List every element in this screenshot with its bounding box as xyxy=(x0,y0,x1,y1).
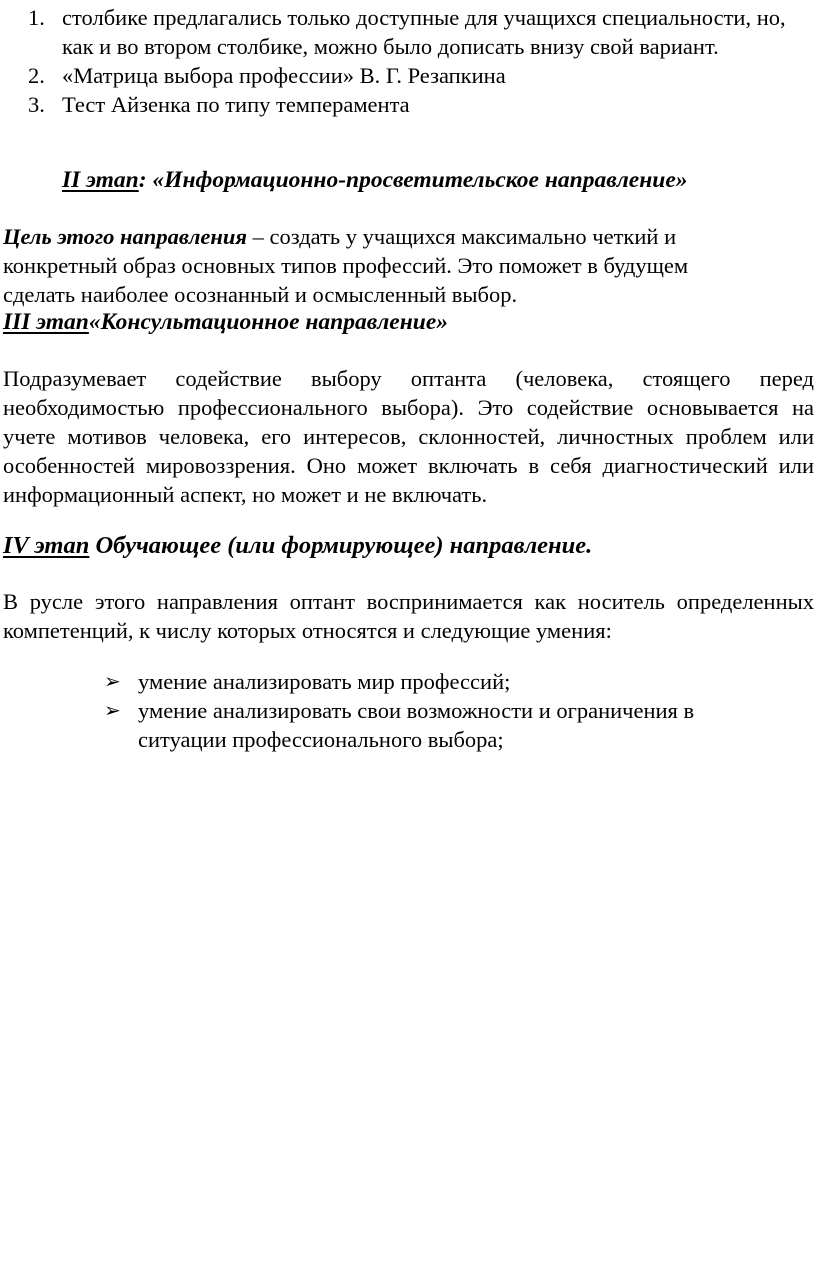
list-item xyxy=(0,90,816,119)
stage2-label: II этап xyxy=(62,167,139,193)
list-item-text: столбике предлагались только доступные для учащихся специальности, но, как и во втором столбике, можно было дописать внизу свой вариант. xyxy=(62,5,786,59)
numbered-list xyxy=(0,3,816,119)
bullet-item xyxy=(0,696,816,754)
stage4-title: Обучающее (или формирующее) направление. xyxy=(89,532,593,559)
list-number: 3. xyxy=(28,92,45,117)
stage3-title: «Консультационное направление» xyxy=(88,309,449,335)
bullet-list xyxy=(0,667,816,754)
list-number: 2. xyxy=(28,63,45,88)
goal-label: Цель этого направления xyxy=(3,224,247,249)
stage2-title: : «Информационно-просветительское направление» xyxy=(138,167,688,193)
list-item xyxy=(0,3,816,61)
arrowhead-bullet-icon: ➢ xyxy=(104,669,121,693)
stage4-heading xyxy=(3,531,592,560)
stage2-heading xyxy=(62,166,688,195)
list-item xyxy=(0,61,816,90)
list-item-text: Тест Айзенка по типу темперамента xyxy=(62,92,410,117)
stage3-paragraph: Подразумевает содействие выбору оптанта (человека, стоящего перед необходимостью профессионального выбора). Это содействие основывается на учете мотивов человека, его интересов, склонностей, личностных проблем или особенностей мировоззрения. Оно может включать в себя диагностический или информационный аспект, но может и не включать. xyxy=(3,366,814,507)
stage3-heading xyxy=(3,308,448,337)
list-item-text: «Матрица выбора профессии» В. Г. Резапкина xyxy=(62,63,506,88)
list-number: 1. xyxy=(28,5,45,30)
bullet-item xyxy=(0,667,816,696)
bullet-item-text: умение анализировать свои возможности и ограничения в ситуации профессионального выбора; xyxy=(138,698,695,752)
stage4-label: IV этап xyxy=(3,532,90,559)
goal-text: – создать у учащихся максимально четкий и конкретный образ основных типов профессий. Это поможет в будущем сделать наиболее осознанный и осмысленный выбор. xyxy=(3,224,689,307)
stage4-paragraph: В русле этого направления оптант воспринимается как носитель определенных компетенций, к числу которых относятся и следующие умения: xyxy=(3,589,814,643)
stage3-label: III этап xyxy=(3,309,89,335)
stage2-goal-paragraph xyxy=(3,222,753,309)
arrowhead-bullet-icon: ➢ xyxy=(104,698,121,722)
bullet-item-text: умение анализировать мир профессий; xyxy=(138,669,511,694)
